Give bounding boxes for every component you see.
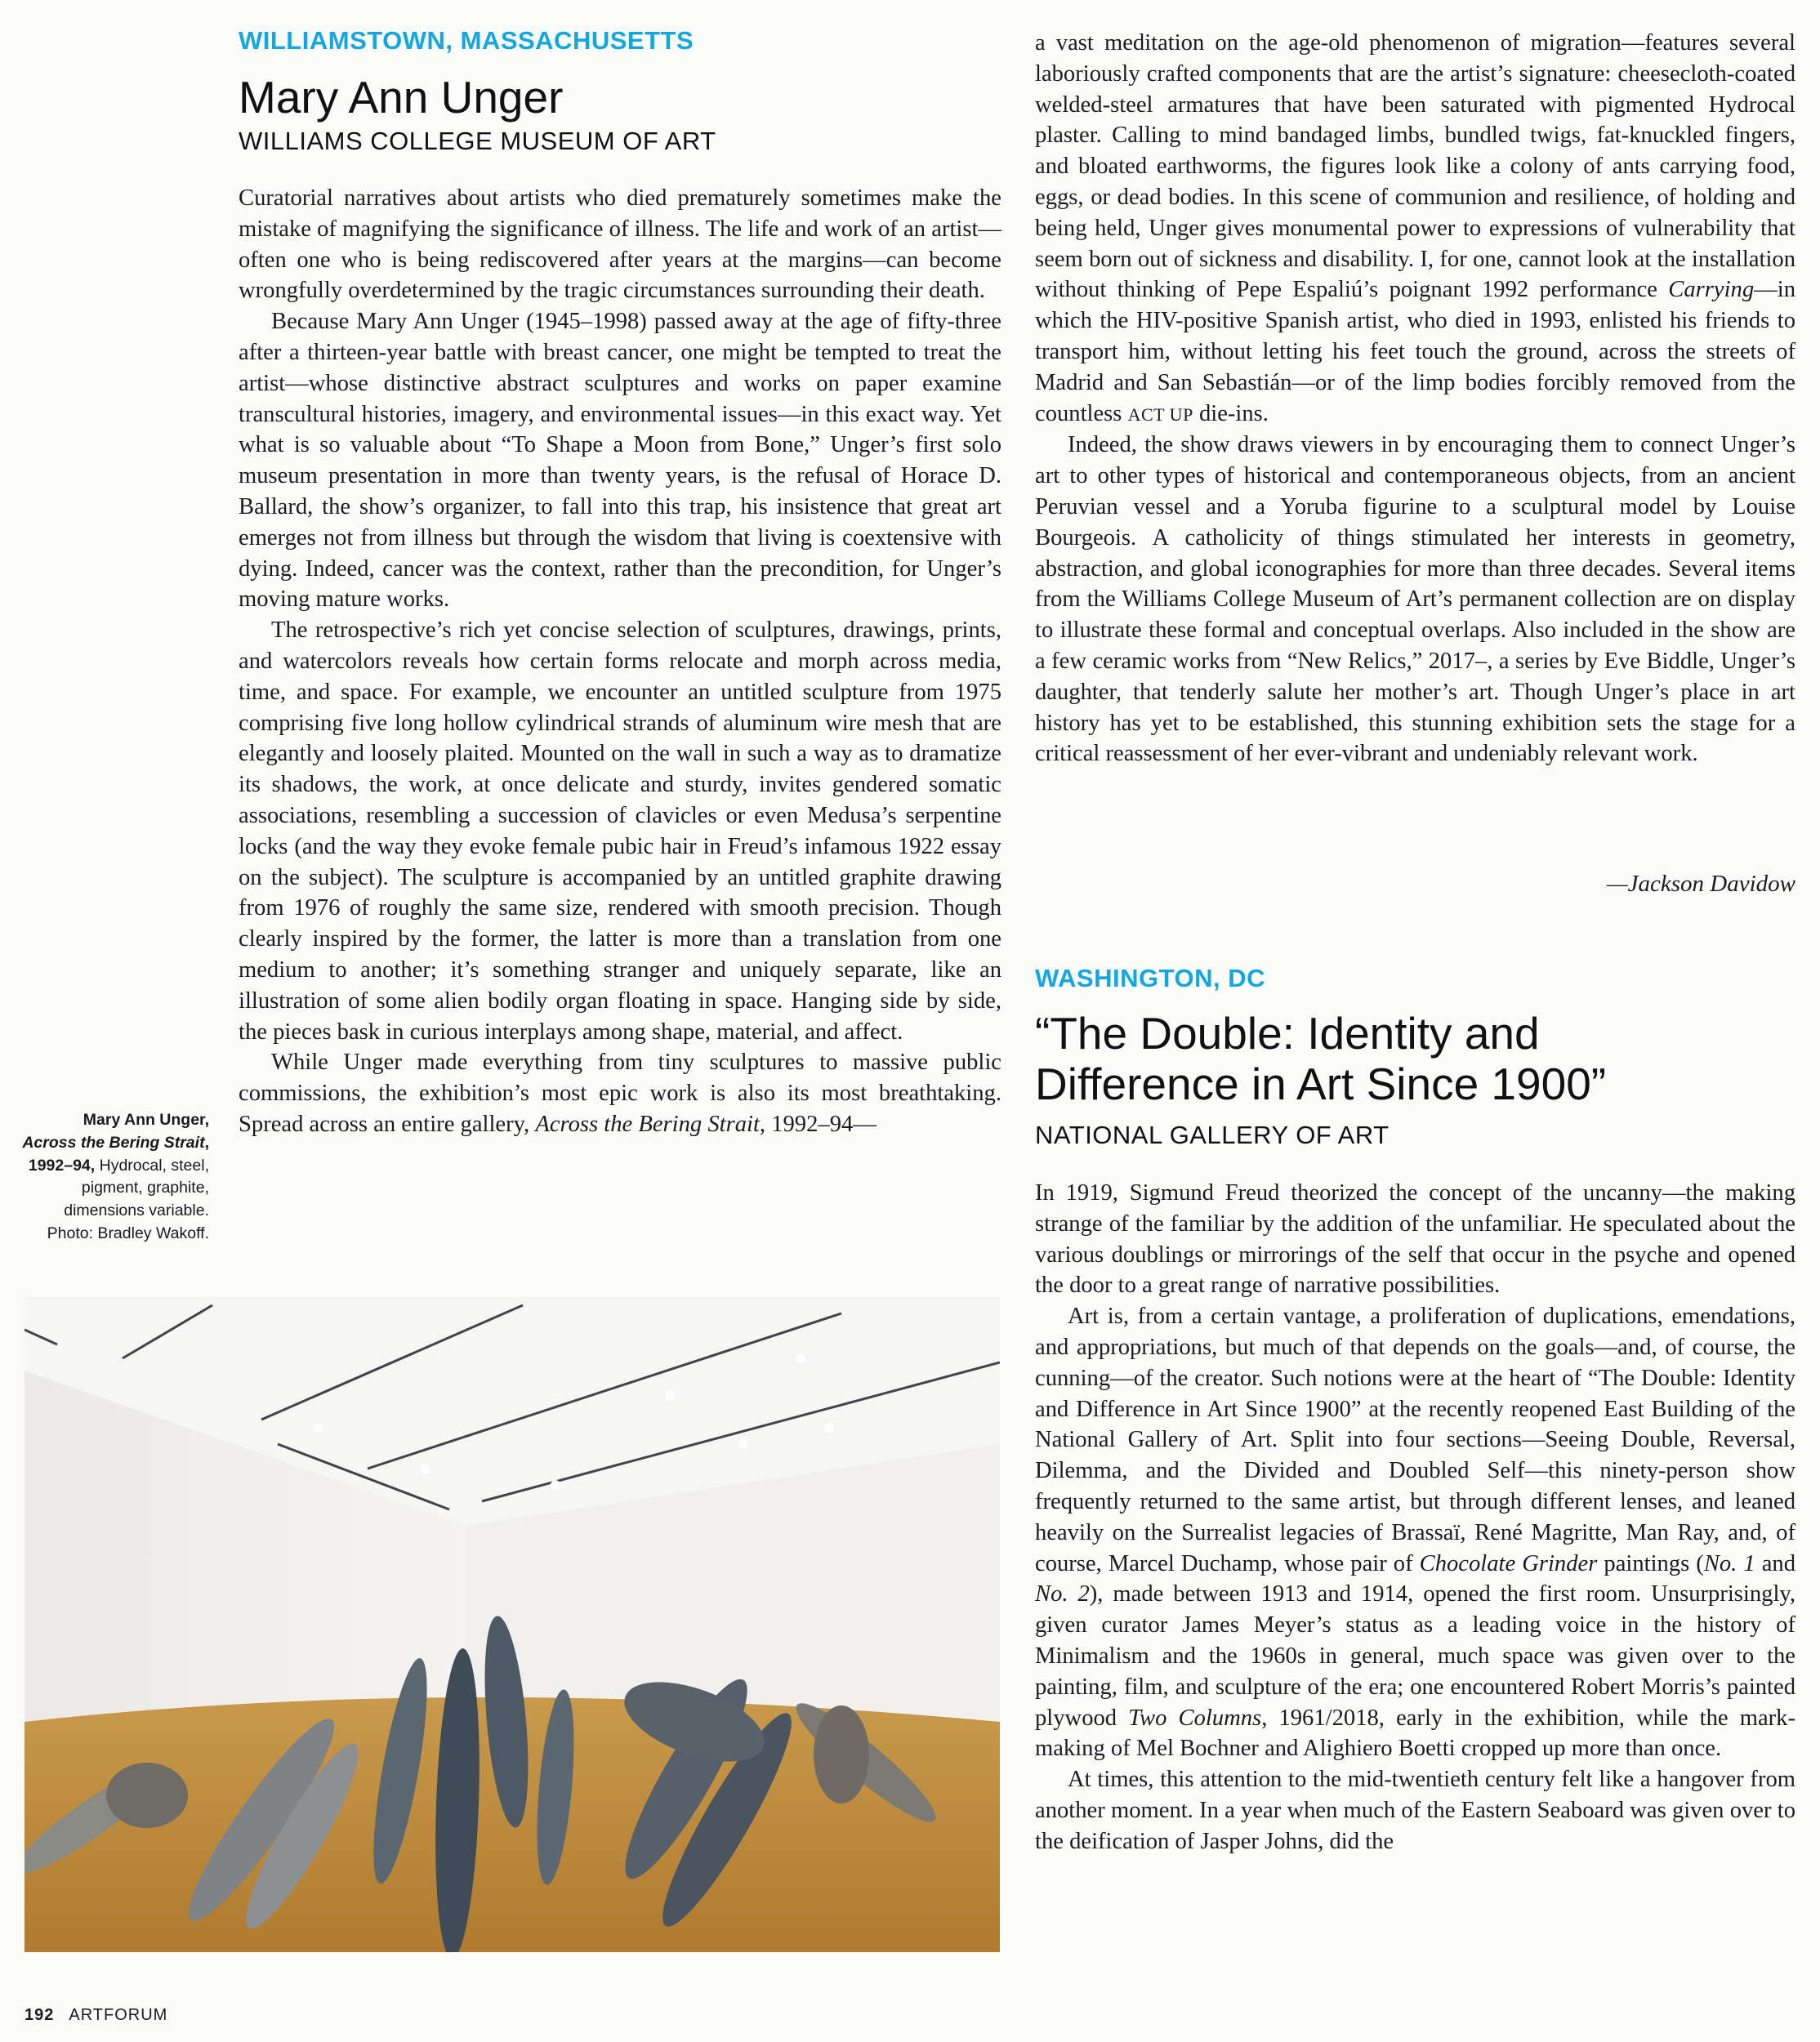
photo-caption (16, 1109, 209, 1246)
gallery-illustration (25, 1297, 1000, 1952)
text-run: Art is, from a certain vantage, a proliferation of duplications, emendations, and appropriations, but much of that depends on the goals—and, of course, the cunning—of the creator. Such notions were at the heart of “The Double: Identity and Difference in Art Since 1900” at the recently reopened East Building of the National Gallery of Art. Split into four sections—Seeing Double, Reversal, Dilemma, and the Divided and Doubled Self—this ninety-person show frequently returned to the same artist, but through different lenses, and leaned heavily on the Surrealist legacies of Brassaï, René Magritte, Man Ray, and, of course, Marcel Duchamp, whose pair of (1035, 1304, 1795, 1576)
body-paragraph: Because Mary Ann Unger (1945–1998) passed away at the age of fifty-three after a thirteen-year battle with breast cancer, one might be tempted to treat the artist—whose distinctive abstract sculptures and works on paper examine transcultural histories, imagery, and environmental issues—in this exact way. Yet what is so valuable about “To Shape a Moon from Bone,” Unger’s first solo museum presentation in more than twenty years, is the refusal of Horace D. Ballard, the show’s organizer, to fall into this trap, his insistence that great art emerges not from illness but through the wisdom that living is coextensive with dying. Indeed, cancer was the context, rather than the precondition, for Unger’s moving mature works. (239, 309, 1001, 613)
body-paragraph (1035, 28, 1795, 430)
body-paragraph (239, 1047, 1001, 1139)
text-run: a vast meditation on the age-old phenomenon of migration—features several laboriously crafted components that are the artist’s signature: cheesecloth-coated welded-steel armatures that have been saturated with pigmented Hydrocal plaster. Calling to mind bandaged limbs, bundled twigs, fat-knuckled fingers, and bloated earthworms, the figures look like a colony of ants carrying food, eggs, or dead bodies. In this scene of communion and resilience, of holding and being held, Unger gives monumental power to expressions of vulnerability that seem born out of sickness and disability. I, for one, cannot look at the installation without thinking of Pepe Espaliú’s poignant 1992 performance (1035, 30, 1795, 303)
section-kicker-location: WILLIAMSTOWN, MASSACHUSETTS (239, 26, 694, 55)
caption-details: Hydrocal, steel, pigment, graphite, dimensions variable. (64, 1156, 209, 1220)
section-kicker-location: WASHINGTON, DC (1035, 964, 1265, 992)
text-run: While Unger made everything from tiny sculptures to massive public commissions, the exhibition’s most epic work is also its most breathtaking. Spread across an entire gallery, (239, 1050, 1001, 1137)
text-run: , 1992–94— (759, 1111, 877, 1137)
article-title: Mary Ann Unger (239, 72, 564, 123)
body-paragraph: Curatorial narratives about artists who died prematurely sometimes make the mistake of magnifying the significance of illness. The life and work of an artist—often one who is being rediscovered after years at the margins—can become wrongfully overdetermined by the tragic circumstances surrounding their death. (239, 185, 1001, 304)
text-run: and (1755, 1550, 1795, 1576)
body-paragraph (1035, 1301, 1795, 1764)
artwork-title: Carrying (1668, 277, 1755, 303)
article-venue: WILLIAMS COLLEGE MUSEUM OF ART (239, 127, 716, 155)
page-number: 192 (25, 2006, 55, 2024)
article-body (1035, 1178, 1795, 1857)
caption-credit: Photo: Bradley Wakoff. (47, 1224, 209, 1242)
text-run: , 1961/2018, early in the exhibition, while the mark-making of Mel Bochner and Alighiero Boetti cropped up more than once. (1035, 1705, 1795, 1762)
organization-name: ACT UP (1127, 403, 1193, 425)
article-venue: NATIONAL GALLERY OF ART (1035, 1121, 1390, 1149)
text-run: —in which the HIV-positive Spanish artist, who died in 1993, enlisted his friends to transport him, without letting his feet touch the ground, across the streets of Madrid and San Sebastián—or of the limp bodies forcibly removed from the countless (1035, 277, 1795, 426)
article-body-continued (1035, 28, 1795, 769)
artwork-title: Across the Bering Strait (535, 1111, 760, 1137)
artwork-title: No. 2 (1035, 1581, 1090, 1607)
caption-work-title: Across the Bering Strait (22, 1133, 205, 1152)
author-byline: —Jackson Davidow (1606, 871, 1795, 897)
publication-name: ARTFORUM (69, 2006, 168, 2024)
text-run: die-ins. (1193, 400, 1269, 426)
page-footer (25, 2006, 167, 2025)
artwork-title: Chocolate Grinder (1419, 1550, 1598, 1576)
article-body (239, 183, 1001, 1140)
text-run: paintings ( (1597, 1550, 1704, 1576)
artwork-title: Two Columns (1128, 1705, 1262, 1731)
caption-date: , 1992–94, (28, 1133, 209, 1175)
installation-photo (25, 1297, 1000, 1952)
body-paragraph: Indeed, the show draws viewers in by encouraging them to connect Unger’s art to other types of historical and contemporaneous objects, from an ancient Peruvian vessel and a Yoruba figurine to a sculptural model by Louise Bourgeois. A catholicity of things stimulated her interests in geometry, abstraction, and global iconographies for more than three decades. Several items from the Williams College Museum of Art’s permanent collection are on display to illustrate these formal and conceptual overlaps. Also included in the show are a few ceramic works from “New Relics,” 2017–, a series by Eve Biddle, Unger’s daughter, that tenderly salute her mother’s art. Though Unger’s place in art history has yet to be established, this stunning exhibition sets the stage for a critical reassessment of her ever-vibrant and undeniably relevant work. (1035, 432, 1795, 767)
body-paragraph: In 1919, Sigmund Freud theorized the concept of the uncanny—the making strange of the familiar by the addition of the unfamiliar. He speculated about the various doublings or mirrorings of the self that occur in the psyche and opened the door to a great range of narrative possibilities. (1035, 1180, 1795, 1299)
artwork-title: No. 1 (1703, 1550, 1755, 1576)
body-paragraph: At times, this attention to the mid-twentieth century felt like a hangover from another moment. In a year when much of the Eastern Seaboard was given over to the deification of Jasper Johns, did the (1035, 1767, 1795, 1854)
body-paragraph: The retrospective’s rich yet concise selection of sculptures, drawings, prints, and watercolors reveals how certain forms relocate and morph across media, time, and space. For example, we encounter an untitled sculpture from 1975 comprising five long hollow cylindrical strands of aluminum wire mesh that are elegantly and loosely plaited. Mounted on the wall in such a way as to dramatize its shadows, the work, at once delicate and sturdy, invites gendered somatic associations, resembling a succession of clavicles or even Medusa’s serpentine locks (and the way they evoke female pubic hair in Freud’s infamous 1922 essay on the subject). The sculpture is accompanied by an untitled graphite drawing from 1976 of roughly the same size, rendered with smooth precision. Though clearly inspired by the former, the latter is more than a translation from one medium to another; it’s something stranger and uniquely separate, like an illustration of some alien bodily organ floating in space. Hanging side by side, the pieces bask in curious interplays among shape, material, and affect. (239, 618, 1001, 1045)
text-run: ), made between 1913 and 1914, opened the first room. Unsurprisingly, given curator James Meyer’s status as a leading voice in the history of Minimalism and the 1960s in general, much space was given over to the painting, film, and sculpture of the era; one encountered Robert Morris’s painted plywood (1035, 1581, 1795, 1731)
article-title: “The Double: Identity and Difference in Art Since 1900” (1035, 1008, 1607, 1110)
caption-artist: Mary Ann Unger, (83, 1111, 209, 1129)
